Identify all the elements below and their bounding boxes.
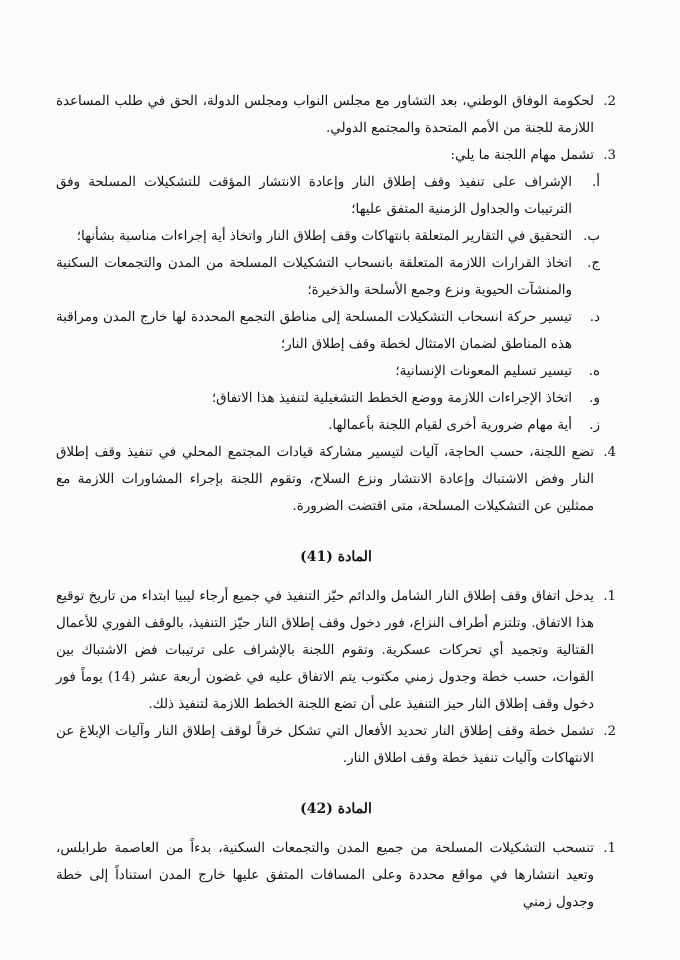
list-item xyxy=(56,835,616,916)
item-number: 4. xyxy=(603,445,616,460)
item-text: تشمل خطة وقف إطلاق النار تحديد الأفعال التي تشكل خرقاً لوقف إطلاق النار وآليات الإبلاغ عن الانتهاكات وآليات تنفيذ خطة وقف اطلاق النار. xyxy=(56,724,594,766)
sub-list-item xyxy=(56,223,616,250)
list-item xyxy=(56,142,616,169)
list-item xyxy=(56,88,616,142)
article-42-heading: المادة (42) xyxy=(300,801,372,817)
item-text: يدخل اتفاق وقف إطلاق النار الشامل والدائم حيّز التنفيذ في جميع أرجاء ليبيا ابتداء من تاريخ توقيع هذا الاتفاق. وتلتزم أطراف النزاع، فور دخول وقف إطلاق النار حيّز التنفيذ، بالوقف الفوري للأعمال القتالية وتجميد أي تحركات عسكرية. وتقوم اللجنة بالإشراف على ترتيبات فض الاشتباك بين القوات، حسب خطة وجدول زمني مكتوب يتم الاتفاق عليه في غضون أربعة عشر (14) يوماً فور دخول وقف إطلاق النار حيز التنفيذ على أن تضع اللجنة الخطط اللازمة لتنفيذ ذلك. xyxy=(56,589,594,712)
sub-item-text: التحقيق في التقارير المتعلقة بانتهاكات وقف إطلاق النار واتخاذ أية إجراءات مناسبة بشأنها؛ xyxy=(76,229,572,244)
item-text: تنسحب التشكيلات المسلحة من جميع المدن والتجمعات السكنية، بدءاً من العاصمة طرابلس، وتعيد انتشارها في مواقع محددة وعلى المسافات المتفق عليها خارج المدن استناداً إلى خطة وجدول زمني xyxy=(56,841,594,910)
sub-list-item xyxy=(56,169,616,223)
sub-item-letter: ب. xyxy=(583,229,600,244)
sub-item-letter: ج. xyxy=(587,256,600,271)
item-number: 1. xyxy=(603,841,616,856)
sub-list-item xyxy=(56,358,616,385)
sub-item-letter: ز. xyxy=(589,418,600,433)
sub-item-letter: و. xyxy=(589,391,600,406)
item-number: 2. xyxy=(603,94,616,109)
list-item xyxy=(56,439,616,520)
item-text: تضع اللجنة، حسب الحاجة، آليات لتيسير مشاركة قيادات المجتمع المحلي في تنفيذ وقف إطلاق النار وفض الاشتباك وإعادة الانتشار ونزع السلاح، وتقوم اللجنة بإجراء المشاورات اللازمة مع ممثلين عن التشكيلات المسلحة، متى اقتضت الضرورة. xyxy=(56,445,594,514)
sub-list-item xyxy=(56,304,616,358)
sub-item-text: تيسير حركة انسحاب التشكيلات المسلحة إلى مناطق التجمع المحددة لها خارج المدن ومراقبة هذه المناطق لضمان الامتثال لخطة وقف إطلاق النار؛ xyxy=(56,310,572,352)
sub-list-item xyxy=(56,250,616,304)
sub-item-letter: ه. xyxy=(588,364,600,379)
sub-list-item xyxy=(56,412,616,439)
item-text: لحكومة الوفاق الوطني، بعد التشاور مع مجلس النواب ومجلس الدولة، الحق في طلب المساعدة اللازمة للجنة من الأمم المتحدة والمجتمع الدولي. xyxy=(56,94,594,136)
sub-item-text: أية مهام ضرورية أخرى لقيام اللجنة بأعمالها. xyxy=(328,418,572,433)
article-41-heading: المادة (41) xyxy=(300,549,372,565)
sub-item-letter: د. xyxy=(589,310,600,325)
item-text: تشمل مهام اللجنة ما يلي: xyxy=(450,148,594,163)
sub-list-item xyxy=(56,385,616,412)
list-item xyxy=(56,718,616,772)
sub-item-text: الإشراف على تنفيذ وقف إطلاق النار وإعادة الانتشار المؤقت للتشكيلات المسلحة وفق الترتيبات والجداول الزمنية المتفق عليها؛ xyxy=(56,175,572,217)
item-number: 1. xyxy=(603,589,616,604)
item-number: 3. xyxy=(603,148,616,163)
sub-item-text: تيسير تسليم المعونات الإنسانية؛ xyxy=(395,364,572,379)
sub-item-text: اتخاذ الإجراءات اللازمة ووضع الخطط التشغيلية لتنفيذ هذا الاتفاق؛ xyxy=(211,391,572,406)
list-item xyxy=(56,583,616,718)
item-number: 2. xyxy=(603,724,616,739)
sub-item-text: اتخاذ القرارات اللازمة المتعلقة بانسحاب التشكيلات المسلحة من المدن والتجمعات السكنية والمنشآت الحيوية ونزع وجمع الأسلحة والذخيرة؛ xyxy=(56,256,572,298)
sub-item-letter: أ. xyxy=(592,175,600,190)
